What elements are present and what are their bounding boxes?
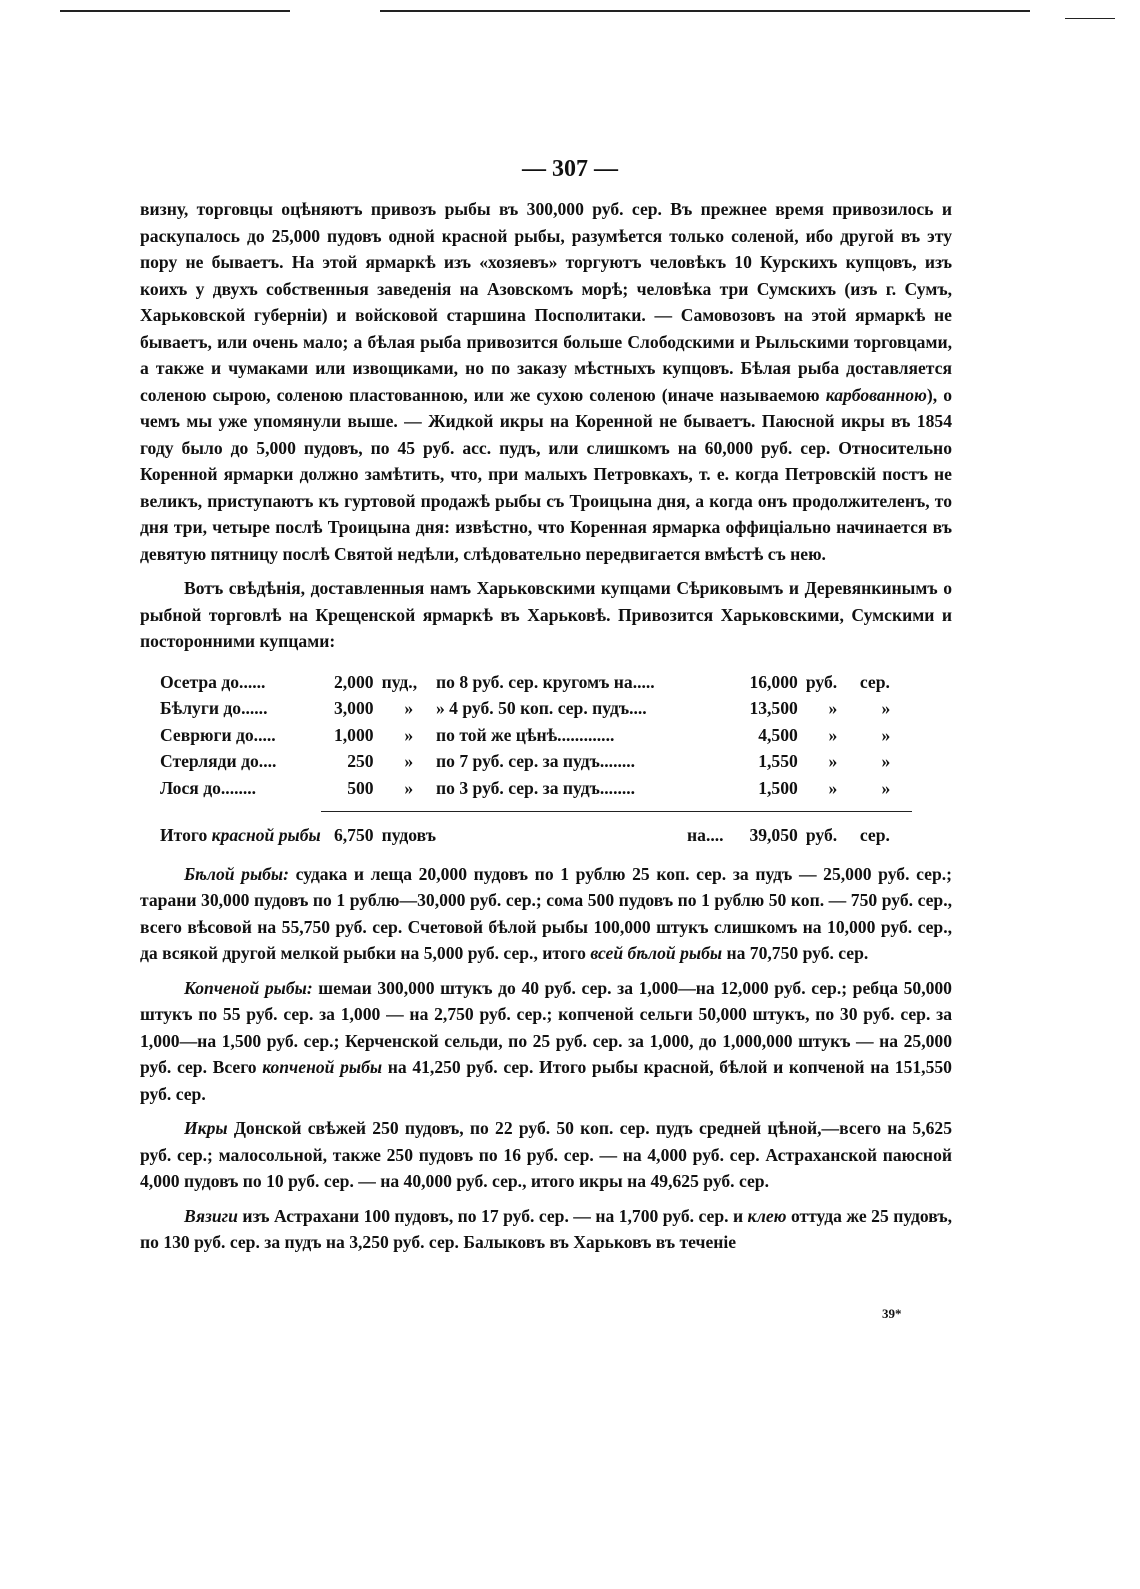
smoked-fish-text: шемаи 300,000 штукъ до 40 руб. сер. за 1,000—на 12,000 руб. сер.; ребца 50,000 штукъ по 55 руб. сер. за 1,000 — на 2,750 руб. сер.; копченой сельги 50,000 штукъ, по 30 руб. сер. за 1,000—на 1,500 руб. сер.; Керченской сельди, по 25 руб. сер. за 1,000, до 1,000,000 штукъ — на 25,000 руб. сер. Всего — [140, 977, 952, 1077]
table-row — [160, 722, 912, 749]
fish-ser: сер. — [859, 671, 890, 692]
printer-signature: 39* — [882, 1306, 902, 1321]
fish-name: Лося до........ — [160, 777, 257, 798]
fish-qty: 250 — [347, 751, 374, 771]
paragraph-smoked-fish — [140, 975, 952, 1108]
fish-price: по 7 руб. сер. за пудъ........ — [435, 751, 636, 771]
paragraph-caviar — [140, 1115, 952, 1195]
caviar-heading: Икры — [184, 1118, 228, 1138]
fish-ser: » — [881, 751, 891, 771]
paragraph-1-italic: карбованною — [825, 384, 927, 405]
fish-sum: 13,500 — [749, 698, 798, 718]
total-unit: пудовъ — [381, 825, 436, 845]
table-row — [160, 748, 912, 775]
paragraph-2: Вотъ свѣдѣнія, доставленныя намъ Харьковскими купцами Сѣриковымъ и Деревянкинымъ о рыбной торговлѣ на Крещенской ярмаркѣ въ Харьковѣ. Привозится Харьковскими, Сумскими и посторонними купцами: — [140, 578, 952, 651]
smoked-fish-end: на 41,250 руб. сер. Итого рыбы красной, бѣлой и копченой на 151,550 руб. сер. — [140, 1057, 952, 1104]
paragraph-1-end: ), о чемъ мы уже упомянули выше. — Жидкой икры на Коренной не бываетъ. Паюсной икры въ 1854 году было до 5,000 пудовъ, по 45 руб. асс. пудъ, или слишкомъ на 60,000 руб. сер. Относительно Коренной ярмарки должно замѣтить, что, при малыхъ Петровкахъ, т. е. когда Петровскій постъ не великъ, приступаютъ къ гуртовой продажѣ рыбы съ Троицына дня, а когда онъ продолжителенъ, то дня три, четыре послѣ Троицына дня: извѣстно, что Коренная ярмарка оффиціально начинается въ девятую пятницу послѣ Святой недѣли, слѣдовательно передвигается вмѣстѣ съ нею. — [140, 384, 952, 564]
fish-unit: » — [404, 777, 414, 798]
fish-rub: » — [828, 724, 838, 745]
fish-rub: » — [828, 698, 838, 718]
table-row — [160, 775, 912, 802]
fish-price: по 3 руб. сер. за пудъ........ — [435, 777, 636, 798]
top-rule-right — [380, 10, 1030, 12]
white-fish-end: на 70,750 руб. сер. — [722, 943, 869, 963]
fish-price: по той же цѣнѣ............. — [435, 724, 615, 745]
fish-name: Стерляди до.... — [160, 751, 277, 771]
fish-rub: » — [828, 777, 838, 798]
fish-qty: 500 — [347, 777, 374, 798]
fish-unit: » — [404, 698, 414, 718]
fish-price: по 8 руб. сер. кругомъ на..... — [435, 671, 655, 692]
total-rub: руб. — [805, 825, 838, 845]
fish-rub: руб. — [805, 671, 838, 692]
paragraph-white-fish — [140, 861, 952, 967]
total-qty: 6,750 — [333, 825, 374, 845]
fish-qty: 3,000 — [333, 698, 374, 718]
paragraph-vyaziga — [140, 1203, 952, 1256]
fish-ser: » — [881, 698, 891, 718]
fish-sum: 4,500 — [758, 724, 798, 745]
vyaziga-italic: клею — [747, 1205, 787, 1226]
smoked-fish-italic: копченой рыбы — [262, 1057, 383, 1077]
vyaziga-end: оттуда же 25 пудовъ, по 130 руб. сер. за пудъ на 3,250 руб. сер. Балыковъ въ Харьковъ въ теченіе — [140, 1205, 953, 1252]
fish-unit: » — [404, 751, 414, 771]
fish-price: » 4 руб. 50 коп. сер. пудъ.... — [435, 698, 647, 718]
fish-name: Севрюги до..... — [160, 724, 276, 745]
top-rule-corner — [1065, 18, 1115, 19]
paragraph-1 — [140, 196, 952, 567]
paragraph-1-text: визну, торговцы оцѣняютъ привозъ рыбы въ 300,000 руб. сер. Въ прежнее время привозилось и раскупалось до 25,000 пудовъ одной красной рыбы, разумѣется только соленой, ибо другой въ эту пору не бываетъ. На этой ярмаркѣ изъ «хозяевъ» торгуютъ человѣкъ 10 Курскихъ купцовъ, изъ коихъ у двухъ собственныя заведенія на Азовскомъ морѣ; человѣка три Сумскихъ (изъ г. Сумъ, Харьковской губерніи) и войсковой старшина Посполитаки. — Самовозовъ на этой ярмаркѣ не бываетъ, или очень мало; а бѣлая рыба привозится больше Слободскими и Рыльскими торговцами, а также и чумаками или извощиками, но по заказу мѣстныхъ купцовъ. Бѣлая рыба доставляется соленою сырою, соленою пластованною, или же сухою соленою (иначе называемою — [140, 199, 952, 405]
vyaziga-text: изъ Астрахани 100 пудовъ, по 17 руб. сер. — на 1,700 руб. сер. и — [237, 1205, 748, 1226]
white-fish-heading: Бѣлой рыбы: — [184, 863, 290, 884]
fish-name: Осетра до...... — [160, 671, 266, 692]
total-label: Итого — [160, 825, 208, 845]
total-ser: сер. — [859, 825, 890, 845]
total-sum: 39,050 — [749, 825, 798, 845]
fish-sum: 16,000 — [749, 671, 798, 692]
fish-rub: » — [828, 751, 838, 771]
vyaziga-heading: Вязиги — [184, 1205, 238, 1226]
page-body — [140, 196, 952, 1264]
white-fish-italic: всей бѣлой рыбы — [590, 943, 723, 963]
total-price: на.... — [687, 825, 724, 845]
fish-qty: 1,000 — [333, 724, 374, 745]
fish-ser: » — [881, 777, 891, 798]
top-rule-left — [60, 10, 290, 12]
fish-qty: 2,000 — [333, 671, 374, 692]
fish-unit: » — [404, 724, 414, 745]
total-rule-row — [160, 801, 912, 812]
total-label-italic: красной рыбы — [211, 825, 321, 845]
fish-ser: » — [881, 724, 891, 745]
fish-sum: 1,550 — [758, 751, 798, 771]
white-fish-text: судака и леща 20,000 пудовъ по 1 рублю 25 коп. сер. за пудъ — 25,000 руб. сер.; тарани 30,000 пудовъ по 1 рублю—30,000 руб. сер.; сома 500 пудовъ по 1 рублю 50 коп. — 750 руб. сер., всего вѣсовой на 55,750 руб. сер. Счетовой бѣлой рыбы 100,000 штукъ слишкомъ на 10,000 руб. сер., да всякой другой мелкой рыбки на 5,000 руб. сер., итого — [140, 863, 952, 963]
table-total-row — [160, 812, 912, 849]
table-row — [160, 669, 912, 696]
fish-name: Бѣлуги до...... — [160, 698, 268, 718]
page-number: — 307 — — [522, 156, 618, 182]
red-fish-table — [160, 669, 912, 849]
smoked-fish-heading: Копченой рыбы: — [184, 977, 313, 998]
fish-sum: 1,500 — [758, 777, 798, 798]
table-row — [160, 695, 912, 722]
fish-unit: пуд., — [381, 671, 418, 692]
caviar-text: Донской свѣжей 250 пудовъ, по 22 руб. 50 коп. сер. пудъ средней цѣной,—всего на 5,625 руб. сер.; малосольной, также 250 пудовъ по 16 руб. сер. — на 4,000 руб. сер. Астраханской паюсной 4,000 пудовъ по 10 руб. сер. — на 40,000 руб. сер., итого икры на 49,625 руб. сер. — [140, 1118, 952, 1191]
